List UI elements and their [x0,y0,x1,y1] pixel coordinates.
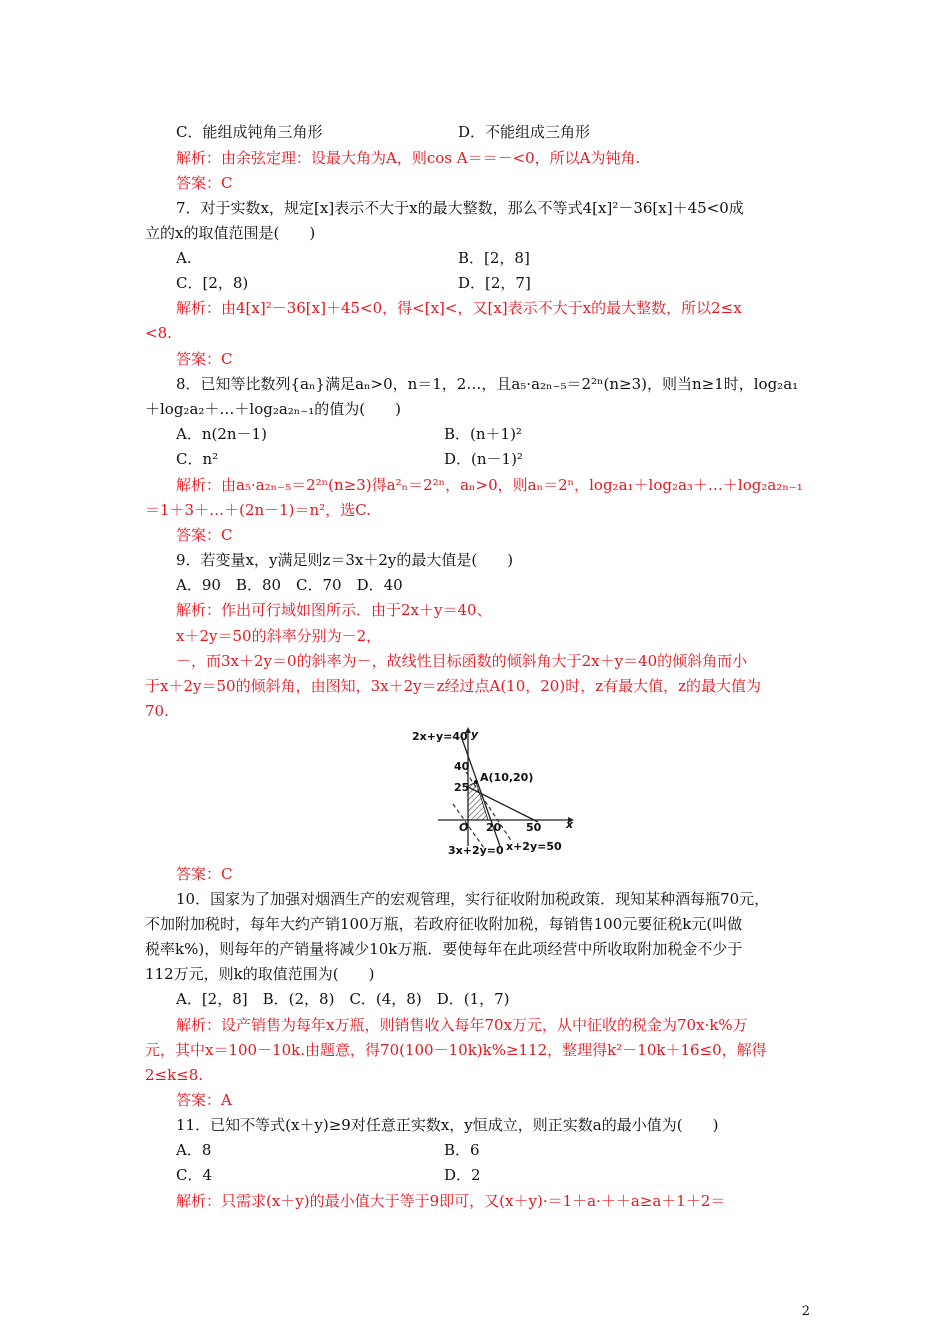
q8-option-d: D．(n－1)² [444,450,523,468]
q10-solution-line3: 2≤k≤8. [145,1066,204,1084]
point-a [474,780,478,784]
label-x: x [566,818,574,831]
q10-solution-line2: 元，其中x＝100－10k.由题意，得70(100－10k)k%≥112，整理得k²－10k＋16≤0，解得 [145,1041,767,1059]
feasible-region-graph [408,724,578,856]
q10-stem-line3: 税率k%)，则每年的产销量将减少10k万瓶．要使每年在此项经营中所收取附加税金不少于 [145,940,743,958]
q7-solution-line2: <8. [145,324,172,342]
q8-option-c: C．n² [176,450,219,468]
q7-stem-line1: 7．对于实数x，规定[x]表示不大于x的最大整数，那么不等式4[x]²－36[x]＋45<0成 [176,199,744,217]
q10-options: A．[2，8] B．(2，8) C．(4，8) D．(1，7) [176,990,510,1008]
label-2x-plus-y-40: 2x+y=40 [412,730,468,743]
label-40: 40 [454,760,470,773]
q7-option-d: D．[2，7] [458,274,531,292]
feasible-region [468,782,488,820]
q10-stem-line4: 112万元，则k的取值范围为( ) [145,965,375,983]
q7-answer: 答案：C [176,350,233,368]
q8-stem-line1: 8．已知等比数列{aₙ}满足aₙ>0，n＝1，2…，且a₅·a₂ₙ₋₅＝2²ⁿ(n≥3)，则当n≥1时，log₂a₁ [176,375,799,393]
q11-option-d: D．2 [444,1166,481,1184]
q9-solution-line1: 解析：作出可行域如图所示．由于2x＋y＝40、 [176,601,492,619]
q10-solution-line1: 解析：设产销售为每年x万瓶，则销售收入每年70x万元，从中征收的税金为70x·k%万 [176,1016,748,1034]
q6-option-d: D．不能组成三角形 [458,123,591,141]
q8-solution-line2: ＝1＋3＋…＋(2n－1)＝n²，选C. [145,501,371,519]
q11-option-b: B．6 [444,1141,480,1159]
q6-option-c: C．能组成钝角三角形 [176,123,323,141]
q7-stem-line2: 立的x的取值范围是( ) [145,224,316,242]
q8-option-b: B．(n＋1)² [444,425,522,443]
q9-solution-line3: －，而3x＋2y＝0的斜率为－，故线性目标函数的倾斜角大于2x＋y＝40的倾斜角而小 [176,652,748,670]
q7-solution-line1: 解析：由4[x]²－36[x]＋45<0，得<[x]<，又[x]表示不大于x的最大整数，所以2≤x [176,299,742,317]
q9-options: A．90 B．80 C．70 D．40 [176,576,403,594]
q9-stem: 9．若变量x，y满足则z＝3x＋2y的最大值是( ) [176,551,514,569]
q7-option-a: A. [176,249,192,267]
label-origin: O [459,821,469,834]
q7-option-b: B．[2，8] [458,249,530,267]
q10-stem-line1: 10．国家为了加强对烟酒生产的宏观管理，实行征收附加税政策．现知某种酒每瓶70元， [176,890,770,908]
q8-option-a: A．n(2n－1) [176,425,267,443]
q10-answer: 答案：A [176,1091,232,1109]
q11-option-a: A．8 [176,1141,212,1159]
q10-stem-line2: 不加附加税时，每年大约产销100万瓶，若政府征收附加税，每销售100元要征税k元(叫做 [145,915,743,933]
label-3x-plus-2y-0: 3x+2y=0 [448,844,504,856]
q9-solution-line5: 70. [145,702,169,720]
q7-option-c: C．[2，8) [176,274,249,292]
label-x-plus-2y-50: x+2y=50 [506,840,562,853]
q6-answer: 答案：C [176,174,233,192]
q11-solution: 解析：只需求(x＋y)的最小值大于等于9即可，又(x＋y)·＝1＋a·＋＋a≥a＋1＋2＝ [176,1192,726,1210]
q9-answer: 答案：C [176,865,233,883]
page-number: 2 [801,1304,810,1319]
label-point-a: A(10,20) [480,771,534,784]
label-20: 20 [486,821,502,834]
q8-answer: 答案：C [176,526,233,544]
q9-solution-line4: 于x＋2y＝50的倾斜角，由图知，3x＋2y＝z经过点A(10，20)时，z有最大值，z的最大值为 [145,677,762,695]
label-25: 25 [454,781,470,794]
q8-solution-line1: 解析：由a₅·a₂ₙ₋₅＝2²ⁿ(n≥3)得a²ₙ＝2²ⁿ，aₙ>0，则aₙ＝2ⁿ，log₂a₁＋log₂a₃＋…＋log₂a₂ₙ₋₁ [176,476,803,494]
q11-option-c: C．4 [176,1166,213,1184]
q9-solution-line2: x＋2y＝50的斜率分别为－2， [176,627,382,645]
label-50: 50 [526,821,542,834]
q11-stem: 11．已知不等式(x＋y)≥9对任意正实数x，y恒成立，则正实数a的最小值为( ) [176,1116,719,1134]
label-y: y [471,728,479,741]
q6-solution: 解析：由余弦定理：设最大角为A，则cos A＝＝－<0，所以A为钝角. [176,149,641,167]
q8-stem-line2: ＋log₂a₂＋…＋log₂a₂ₙ₋₁的值为( ) [145,400,401,418]
